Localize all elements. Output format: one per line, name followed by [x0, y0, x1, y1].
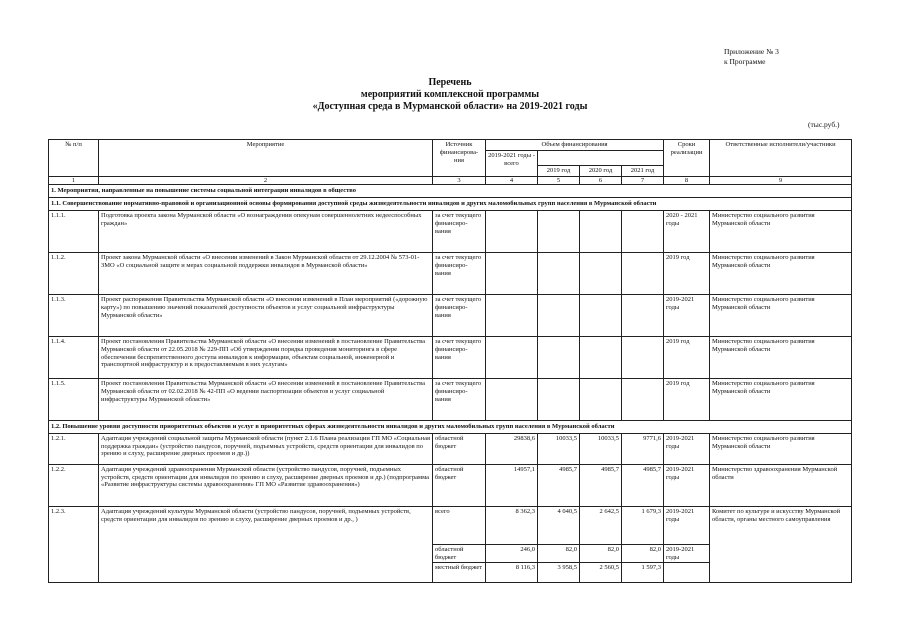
section-1-heading: 1. Мероприятия, направленные на повышение системы социальной интеграции инвалидов в общество — [49, 185, 852, 198]
colnum: 1 — [49, 176, 99, 185]
row-terms: 2019-2021 годы — [664, 506, 710, 544]
header-exec: Ответственные исполнители/участники — [710, 140, 852, 177]
table-row — [49, 433, 852, 464]
row-source: областной бюджет — [433, 464, 486, 506]
section-row — [49, 198, 852, 211]
row-number: 1.1.5. — [49, 378, 99, 420]
title-line-3: «Доступная среда в Мурманской области» на 2019-2021 годы — [312, 101, 588, 112]
appendix-note — [724, 47, 779, 67]
row-executor: Министерство социального развития Мурманской области — [710, 252, 852, 294]
row-2020 — [580, 378, 622, 420]
row-number: 1.1.3. — [49, 294, 99, 336]
header-2020: 2020 год — [580, 165, 622, 176]
table-row — [49, 294, 852, 336]
row-2020 — [580, 252, 622, 294]
row-2021: 4985,7 — [622, 464, 664, 506]
row-executor: Министерство социального развития Мурманской области — [710, 336, 852, 378]
row-2020: 2 560,5 — [580, 563, 622, 583]
plan-table — [48, 139, 852, 583]
row-2020: 2 642,5 — [580, 506, 622, 544]
row-2019: 10033,5 — [538, 433, 580, 464]
row-2021 — [622, 252, 664, 294]
row-2019: 3 958,5 — [538, 563, 580, 583]
row-2021: 9771,6 — [622, 433, 664, 464]
header-2021: 2021 год — [622, 165, 664, 176]
row-number: 1.2.2. — [49, 464, 99, 506]
row-2019 — [538, 336, 580, 378]
colnum: 8 — [664, 176, 710, 185]
header-volume: Объем финансирования — [486, 140, 664, 151]
row-2020 — [580, 210, 622, 252]
row-2019 — [538, 252, 580, 294]
row-terms: 2019 год — [664, 336, 710, 378]
header-num: № п/п — [49, 140, 99, 177]
row-2020: 82,0 — [580, 544, 622, 563]
row-source: за счет текущего финансиро-вания — [433, 378, 486, 420]
row-2021: 1 597,3 — [622, 563, 664, 583]
row-2021: 1 679,3 — [622, 506, 664, 544]
row-2020 — [580, 294, 622, 336]
row-2021 — [622, 294, 664, 336]
header-total: 2019-2021 годы - всего — [486, 150, 538, 176]
row-total — [486, 294, 538, 336]
row-terms: 2019 год — [664, 252, 710, 294]
colnum: 4 — [486, 176, 538, 185]
row-executor: Министерство социального развития Мурманской области — [710, 378, 852, 420]
row-total — [486, 336, 538, 378]
document-title — [250, 77, 650, 113]
row-2020 — [580, 336, 622, 378]
appendix-line-1: Приложение № 3 — [724, 47, 779, 56]
row-2020: 4985,7 — [580, 464, 622, 506]
row-2021: 82,0 — [622, 544, 664, 563]
row-2020: 10033,5 — [580, 433, 622, 464]
row-2021 — [622, 336, 664, 378]
table-row — [49, 210, 852, 252]
section-row — [49, 420, 852, 433]
title-line-1: Перечень — [428, 77, 472, 88]
row-source: за счет текущего финансиро-вания — [433, 210, 486, 252]
row-2019 — [538, 378, 580, 420]
row-2021 — [622, 378, 664, 420]
table-row — [49, 378, 852, 420]
header-row — [49, 140, 852, 151]
row-event: Проект распоряжения Правительства Мурманской области «О внесении изменений в План мероприятий («дорожную карту») по повышению значений показателей доступности объектов и услуг социальной инфраструктуры Мурманской области» — [99, 294, 433, 336]
colnum: 3 — [433, 176, 486, 185]
row-total — [486, 252, 538, 294]
colnum: 6 — [580, 176, 622, 185]
row-event: Проект закона Мурманской области «О внесении изменений в Закон Мурманской области от 29.12.2004 № 573-01-ЗМО «О социальной защите и мерах социальной поддержки инвалидов в Мурманской области» — [99, 252, 433, 294]
row-executor: Министерство социального развития Мурманской области — [710, 210, 852, 252]
row-2019 — [538, 294, 580, 336]
row-total — [486, 378, 538, 420]
row-event: Проект постановления Правительства Мурманской области «О внесении изменений в постановление Правительства Мурманской области от 02.02.2018 № 42-ПП «О ведении паспортизации объектов и услуг социальной инфраструктуры Мурманской области» — [99, 378, 433, 420]
row-source: за счет текущего финансиро-вания — [433, 252, 486, 294]
header-years-blank — [538, 150, 664, 165]
header-2019: 2019 год — [538, 165, 580, 176]
row-event: Адаптация учреждений здравоохранения Мурманской области (устройство пандусов, поручней, подъемных устройств, средств ориентации для инвалидов по зрению и слуху, расширение дверных проемов и др.) (подпрограмма «Развитие инфраструктуры системы здравоохранения» ГП МО «Развитие здравоохранения») — [99, 464, 433, 506]
section-1-1-heading: 1.1. Совершенствование нормативно-правовой и организационной основы формирования доступной среды жизнедеятельности инвалидов и других маломобильных групп населения в Мурманской области — [49, 198, 852, 211]
row-terms: 2020 - 2021 годы — [664, 210, 710, 252]
header-source: Источник финансирова-ния — [433, 140, 486, 177]
row-executor: Министерство здравоохранения Мурманской области — [710, 464, 852, 506]
row-terms: 2019-2021 годы — [664, 433, 710, 464]
row-total: 246,0 — [486, 544, 538, 563]
colnum: 2 — [99, 176, 433, 185]
row-terms: 2019-2021 годы — [664, 544, 710, 563]
row-source: областной бюджет — [433, 433, 486, 464]
appendix-line-2: к Программе — [724, 57, 766, 66]
row-source: за счет текущего финансиро-вания — [433, 294, 486, 336]
table-row — [49, 464, 852, 506]
row-source: всего — [433, 506, 486, 544]
row-total: 14957,1 — [486, 464, 538, 506]
colnum: 7 — [622, 176, 664, 185]
row-2019: 82,0 — [538, 544, 580, 563]
row-event: Проект постановления Правительства Мурманской области «О внесении изменений в постановление Правительства Мурманской области от 22.05.2018 № 229-ПП «Об утверждении порядка проведения мониторинга в сфере обеспечения беспрепятственного доступа инвалидов к информации, объектам социальной, инженерной и транспортной инфраструктур и к предоставляемым в них услугам» — [99, 336, 433, 378]
row-total — [486, 210, 538, 252]
row-total: 29838,6 — [486, 433, 538, 464]
row-event: Подготовка проекта закона Мурманской области «О вознаграждении опекунам совершеннолетних недееспособных граждан» — [99, 210, 433, 252]
colnum: 9 — [710, 176, 852, 185]
row-source: за счет текущего финансиро-вания — [433, 336, 486, 378]
row-source: областной бюджет — [433, 544, 486, 563]
row-number: 1.1.1. — [49, 210, 99, 252]
table-row — [49, 252, 852, 294]
row-total: 8 362,3 — [486, 506, 538, 544]
header-event: Мероприятие — [99, 140, 433, 177]
row-executor: Комитет по культуре и искусству Мурманской области, органы местного самоуправления — [710, 506, 852, 583]
section-1-2-heading: 1.2. Повышение уровня доступности приоритетных объектов и услуг в приоритетных сферах жизнедеятельности инвалидов и других маломобильных групп населения в Мурманской области — [49, 420, 852, 433]
row-number: 1.2.1. — [49, 433, 99, 464]
header-terms: Сроки реализации — [664, 140, 710, 177]
row-executor: Министерство социального развития Мурманской области — [710, 433, 852, 464]
row-total: 8 116,3 — [486, 563, 538, 583]
column-number-row — [49, 176, 852, 185]
row-2019: 4 040,5 — [538, 506, 580, 544]
row-event: Адаптация учреждений социальной защиты Мурманской области (пункт 2.1.6 Плана реализации ГП МО «Социальная поддержка граждан» (устройство пандусов, поручней, подъемных устройств, средств ориентации для инвалидов по зрению и слуху, расширение дверных проемов и др.)) — [99, 433, 433, 464]
colnum: 5 — [538, 176, 580, 185]
row-2019 — [538, 210, 580, 252]
units-label: (тыс.руб.) — [808, 120, 840, 129]
row-number: 1.1.4. — [49, 336, 99, 378]
row-executor: Министерство социального развития Мурманской области — [710, 294, 852, 336]
row-2021 — [622, 210, 664, 252]
table-row — [49, 336, 852, 378]
row-number: 1.1.2. — [49, 252, 99, 294]
row-source: местный бюджет — [433, 563, 486, 583]
row-2019: 4985,7 — [538, 464, 580, 506]
title-line-2: мероприятий комплексной программы — [360, 89, 540, 100]
row-terms: 2019-2021 годы — [664, 294, 710, 336]
row-terms: 2019-2021 годы — [664, 464, 710, 506]
table-row — [49, 506, 852, 544]
row-terms — [664, 563, 710, 583]
row-number: 1.2.3. — [49, 506, 99, 583]
row-terms: 2019 год — [664, 378, 710, 420]
row-event: Адаптация учреждений культуры Мурманской области (устройство пандусов, поручней, подъемных устройств, средств ориентации для инвалидов по зрению и слуху, расширение дверных проемов и др., ) — [99, 506, 433, 583]
section-row — [49, 185, 852, 198]
